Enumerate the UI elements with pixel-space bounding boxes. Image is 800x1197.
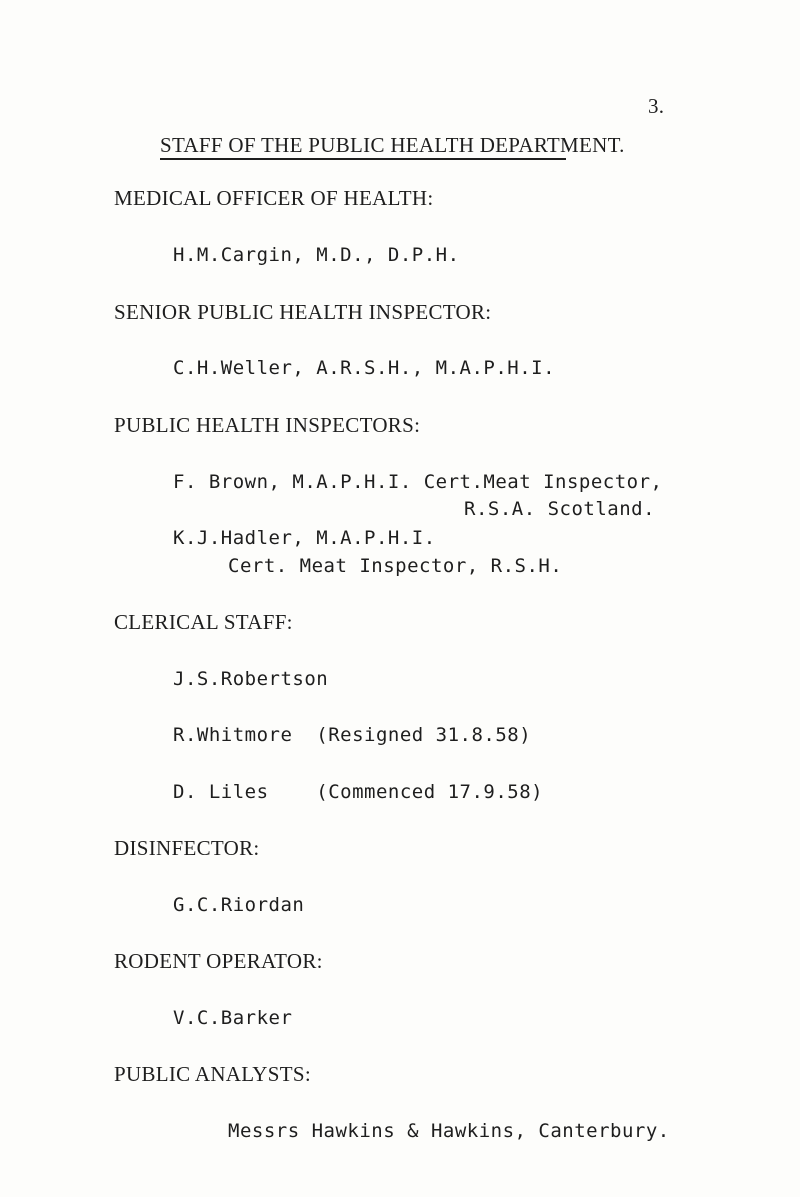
clerical-whitmore: R.Whitmore (Resigned 31.8.58) bbox=[173, 724, 532, 746]
phi-brown: F. Brown, M.A.P.H.I. Cert.Meat Inspector, bbox=[173, 471, 663, 493]
phi-brown-cont: R.S.A. Scotland. bbox=[464, 498, 656, 520]
disinfector-heading: DISINFECTOR: bbox=[114, 836, 260, 860]
sphi-heading: SENIOR PUBLIC HEALTH INSPECTOR: bbox=[114, 300, 492, 324]
phi-heading: PUBLIC HEALTH INSPECTORS: bbox=[114, 413, 421, 437]
phi-hadler-cert: Cert. Meat Inspector, R.S.H. bbox=[228, 555, 563, 577]
rodent-heading: RODENT OPERATOR: bbox=[114, 949, 323, 973]
title-underline bbox=[160, 158, 566, 160]
analysts-heading: PUBLIC ANALYSTS: bbox=[114, 1062, 311, 1086]
page-title: STAFF OF THE PUBLIC HEALTH DEPARTMENT. bbox=[160, 133, 625, 157]
page-number: 3. bbox=[648, 94, 665, 118]
phi-hadler: K.J.Hadler, M.A.P.H.I. bbox=[173, 527, 436, 549]
disinfector-name: G.C.Riordan bbox=[173, 894, 305, 916]
clerical-liles: D. Liles (Commenced 17.9.58) bbox=[173, 781, 544, 803]
rodent-name: V.C.Barker bbox=[173, 1007, 293, 1029]
analysts-name: Messrs Hawkins & Hawkins, Canterbury. bbox=[228, 1120, 670, 1142]
sphi-name: C.H.Weller, A.R.S.H., M.A.P.H.I. bbox=[173, 357, 556, 379]
clerical-heading: CLERICAL STAFF: bbox=[114, 610, 293, 634]
moh-heading: MEDICAL OFFICER OF HEALTH: bbox=[114, 186, 434, 210]
moh-name: H.M.Cargin, M.D., D.P.H. bbox=[173, 244, 460, 266]
clerical-robertson: J.S.Robertson bbox=[173, 668, 329, 690]
